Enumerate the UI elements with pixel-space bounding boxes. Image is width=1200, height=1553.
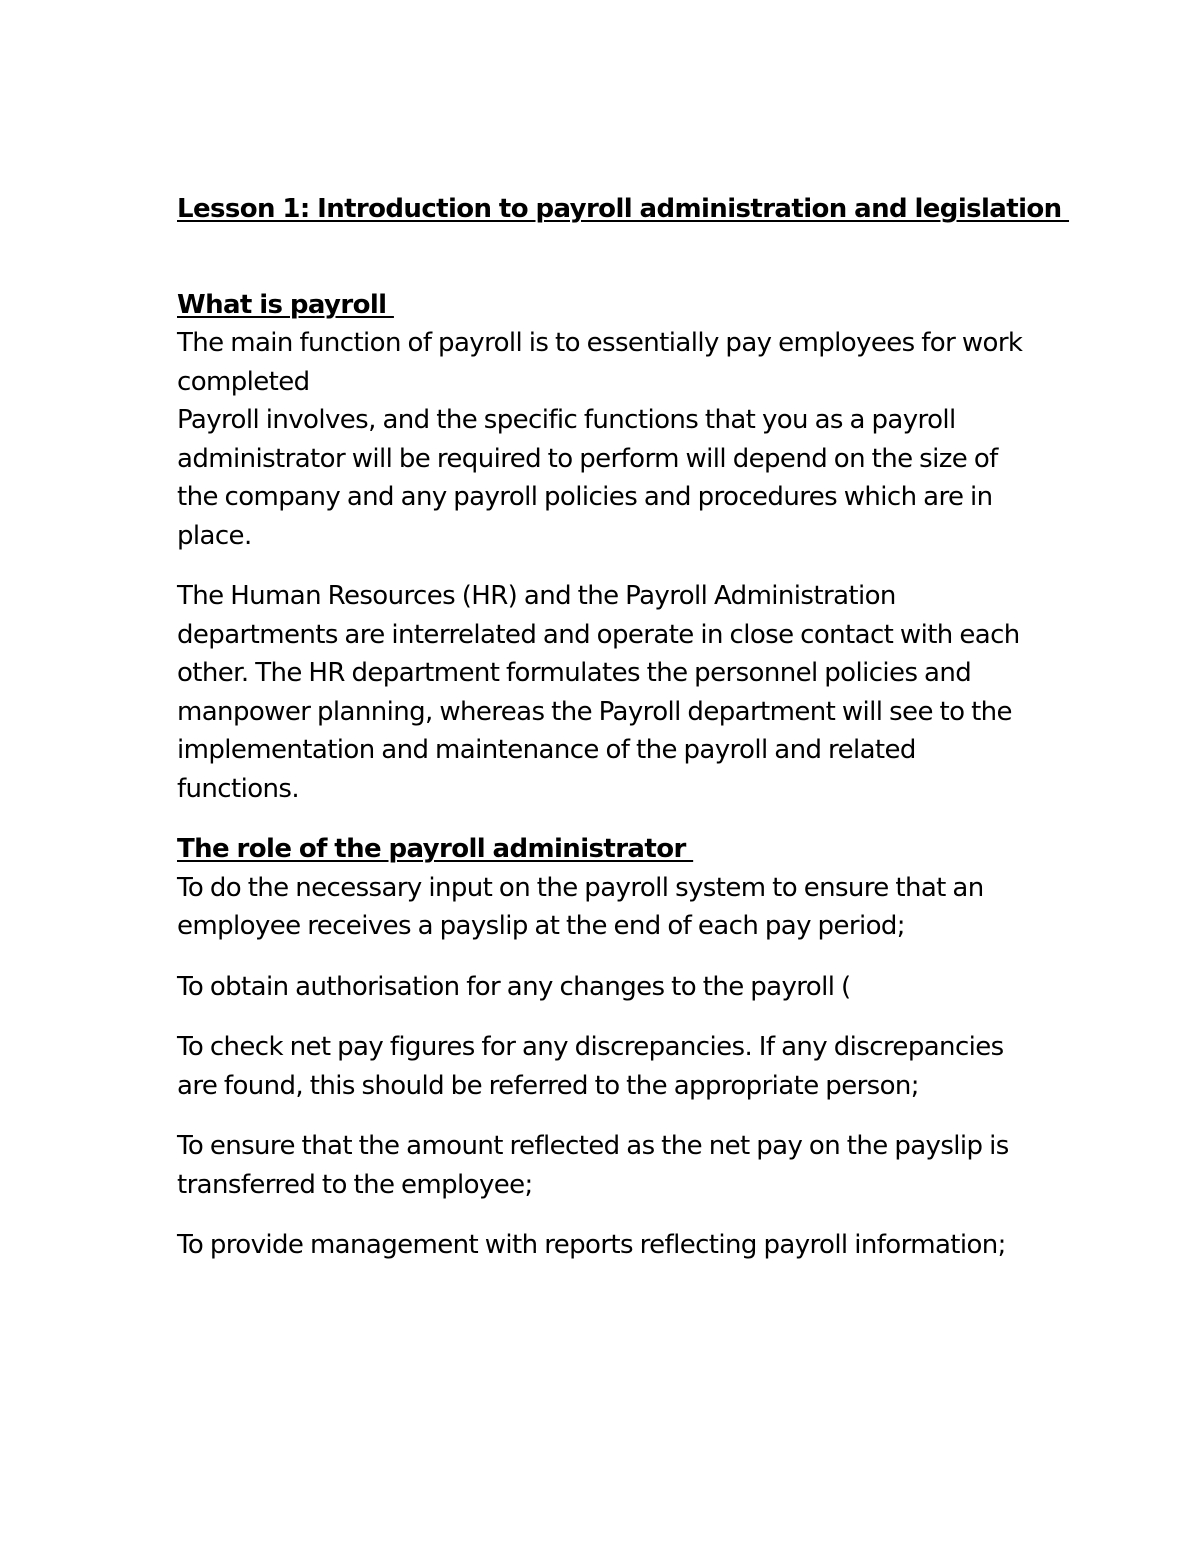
paragraph-role-reports: To provide management with reports reflecting payroll information; <box>177 1230 1006 1260</box>
paragraph-role-check-net-pay: To check net pay figures for any discrepancies. If any discrepancies are found, this should be referred to the appropriate person; <box>177 1032 1004 1101</box>
paragraph-main-function: The main function of payroll is to essentially pay employees for work completed <box>177 328 1023 397</box>
section-heading-role-of-administrator: The role of the payroll administrator <box>177 834 694 864</box>
paragraph-role-input: To do the necessary input on the payroll system to ensure that an employee receives a payslip at the end of each pay period; <box>177 872 984 941</box>
paragraph-payroll-involves: Payroll involves, and the specific functions that you as a payroll administrator will be required to perform will depend on the size of the company and any payroll policies and procedures which are in place. <box>177 405 998 551</box>
section-heading-what-is-payroll: What is payroll <box>177 289 394 320</box>
document-body <box>177 190 1070 1265</box>
paragraph-role-transfer: To ensure that the amount reflected as the net pay on the payslip is transferred to the employee; <box>177 1131 1009 1200</box>
paragraph-hr-and-payroll: The Human Resources (HR) and the Payroll Administration departments are interrelated and operate in close contact with each other. The HR department formulates the personnel policies and manpower planning, whereas the Payroll department will see to the implementation and maintenance of the payroll and related functions. <box>177 581 1020 804</box>
paragraph-role-authorisation: To obtain authorisation for any changes to the payroll ( <box>177 971 851 1002</box>
document-title: Lesson 1: Introduction to payroll administration and legislation <box>177 194 1070 224</box>
